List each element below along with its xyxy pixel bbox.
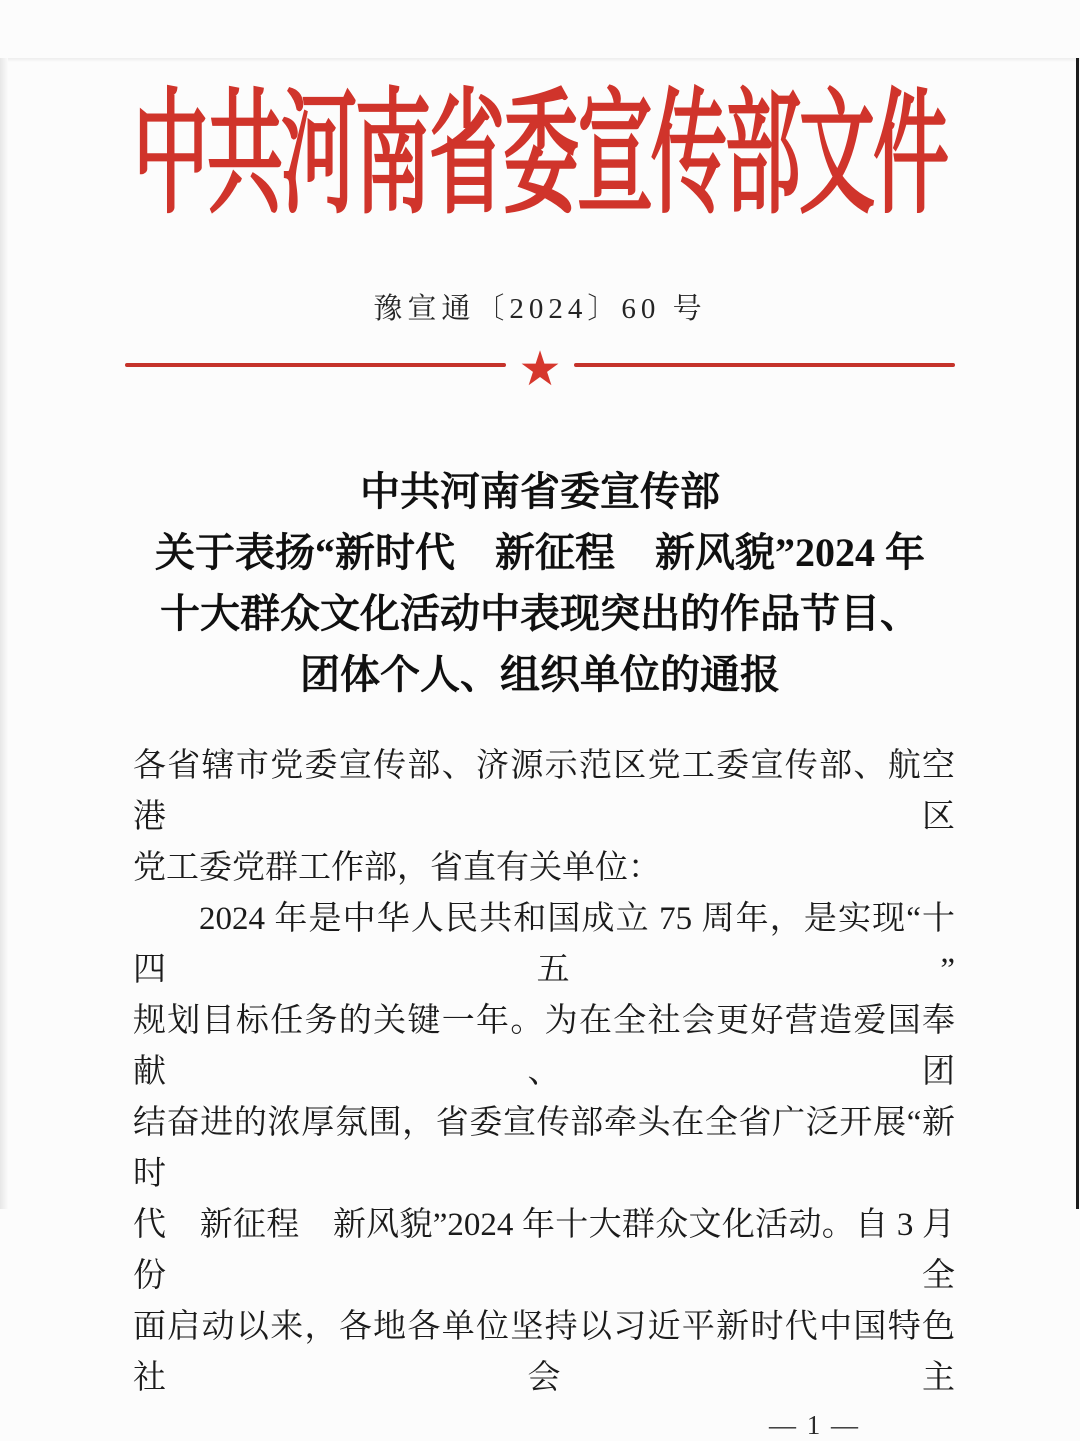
- separator-line-right: [574, 363, 955, 367]
- photo-top-edge: [0, 58, 1080, 62]
- red-star-icon: ★: [518, 343, 562, 396]
- paragraph-line: 面启动以来，各地各单位坚持以习近平新时代中国特色社会主: [133, 1309, 955, 1396]
- photo-left-edge: [0, 58, 8, 1209]
- paragraph-line: 代 新征程 新风貌”2024 年十大群众文化活动。自 3 月份全: [133, 1207, 955, 1294]
- title-line: 关于表扬“新时代 新征程 新风貌”2024 年: [155, 530, 925, 575]
- red-separator: [125, 343, 955, 396]
- title-line: 中共河南省委宣传部: [360, 469, 720, 514]
- paragraph-line: 结奋进的浓厚氛围，省委宣传部牵头在全省广泛开展“新时: [133, 1105, 955, 1192]
- separator-line-left: [125, 363, 506, 367]
- paragraph-line: 2024 年是中华人民共和国成立 75 周年，是实现“十四五”: [133, 901, 955, 988]
- letterhead-title: 中共河南省委宣传部文件: [133, 80, 947, 231]
- document-body: [133, 741, 955, 1441]
- title-line: 十大群众文化活动中表现突出的作品节目、: [160, 591, 920, 636]
- page-number: — 1 —: [769, 1410, 860, 1440]
- document-title: [0, 461, 1080, 705]
- body-text: [133, 741, 955, 1404]
- salutation-line: 党工委党群工作部，省直有关单位：: [133, 850, 661, 886]
- page-right-edge-shadow: [1076, 58, 1079, 1209]
- salutation-line: 各省辖市党委宣传部、济源示范区党工委宣传部、航空港区: [133, 748, 955, 835]
- document-number: 豫宣通〔2024〕60 号: [373, 293, 707, 325]
- title-line: 团体个人、组织单位的通报: [300, 652, 780, 697]
- letterhead: [0, 58, 1080, 253]
- paragraph-line: 规划目标任务的关键一年。为在全社会更好营造爱国奉献、团: [133, 1003, 955, 1090]
